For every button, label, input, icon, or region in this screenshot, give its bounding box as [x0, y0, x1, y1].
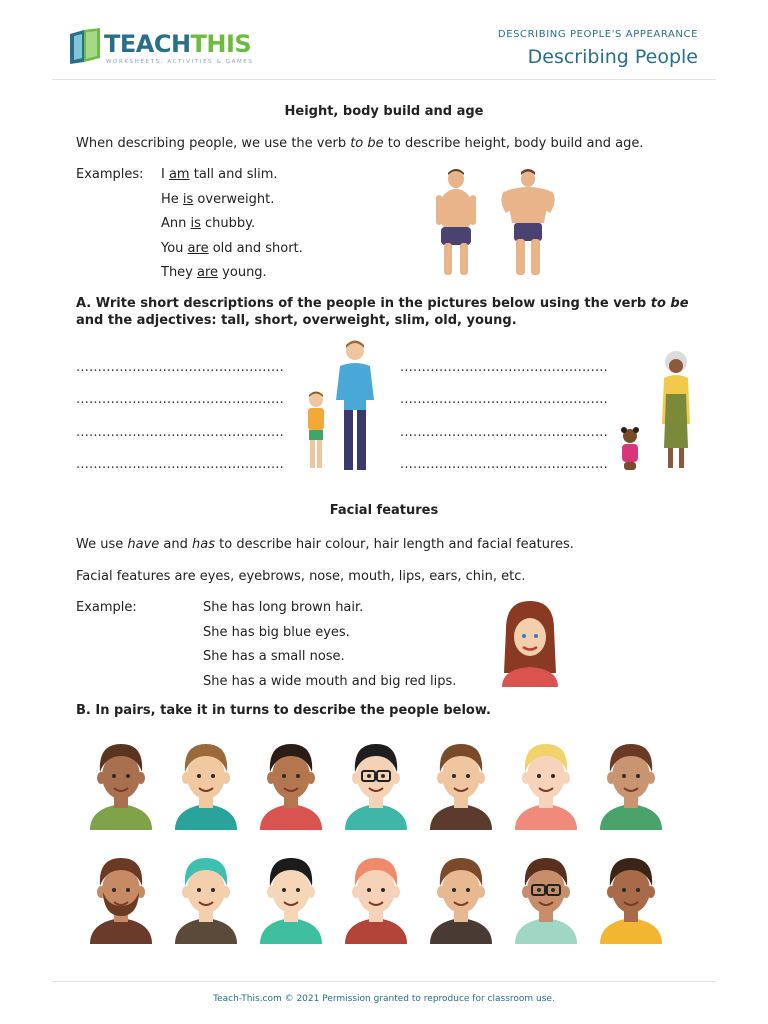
logo-this-text: THIS — [190, 30, 252, 58]
footer-divider — [52, 981, 716, 982]
face-avatar — [256, 738, 326, 830]
section-title-height: Height, body build and age — [284, 104, 484, 119]
answer-blank[interactable]: ................................................ — [76, 457, 284, 472]
face-avatar — [171, 738, 241, 830]
answer-blank[interactable]: ................................................ — [400, 392, 608, 407]
header-divider — [52, 79, 716, 80]
face-avatar — [511, 738, 581, 830]
old-woman-and-girl-illustration — [614, 350, 694, 474]
tall-man-figure — [336, 341, 374, 471]
intro-verb: to be — [350, 136, 384, 151]
face-avatar — [426, 852, 496, 944]
exercise-a-verb: to be — [650, 296, 689, 311]
facial-example: She has a wide mouth and big red lips. — [203, 674, 457, 689]
faces-row-2 — [86, 852, 686, 946]
example-pre: Ann — [161, 216, 191, 231]
exercise-a-instructions — [76, 295, 706, 329]
header-kicker: DESCRIBING PEOPLE'S APPEARANCE — [497, 29, 698, 40]
face-avatar — [511, 852, 581, 944]
faces-row-1 — [86, 738, 686, 832]
example-sentence — [161, 240, 303, 257]
example-post: old and short. — [208, 241, 303, 256]
p1-rest: to describe hair colour, hair length and facial features. — [215, 537, 574, 552]
example-sentence — [161, 166, 278, 183]
exercise-a-line1: A. Write short descriptions of the people in the pictures below using the verb — [76, 296, 651, 311]
example-verb: are — [197, 265, 219, 280]
p1-have: have — [127, 537, 160, 552]
example-post: young. — [218, 265, 267, 280]
examples-label: Examples: — [76, 167, 144, 182]
face-avatar — [341, 852, 411, 944]
p1-and: and — [159, 537, 193, 552]
example-verb: is — [190, 216, 201, 231]
example-post: overweight. — [193, 192, 275, 207]
intro-paragraph — [76, 135, 696, 152]
answer-blank[interactable]: ................................................ — [400, 457, 608, 472]
overweight-man-figure — [436, 169, 476, 275]
logo-tagline: WORKSHEETS, ACTIVITIES & GAMES — [106, 59, 254, 65]
face-avatar — [256, 852, 326, 944]
face-avatar — [86, 852, 156, 944]
example-verb: are — [187, 241, 209, 256]
face-avatar — [596, 738, 666, 830]
facial-example: She has big blue eyes. — [203, 625, 350, 640]
exercise-a-line2: and the adjectives: tall, short, overweight, slim, old, young. — [76, 313, 517, 328]
answer-blank[interactable]: ................................................ — [76, 360, 284, 375]
example-pre: He — [161, 192, 183, 207]
intro-text-post: to describe height, body build and age. — [383, 136, 644, 151]
logo — [66, 26, 254, 70]
little-girl-figure — [621, 427, 639, 470]
example-post: tall and slim. — [189, 167, 278, 182]
document-title: Describing People — [527, 46, 698, 68]
footer-copyright: Teach-This.com © 2021 Permission granted to reproduce for classroom use. — [213, 994, 555, 1004]
face-avatar — [426, 738, 496, 830]
tall-man-and-boy-illustration — [300, 338, 390, 476]
example-verb: am — [168, 167, 190, 182]
answer-blank[interactable]: ................................................ — [76, 392, 284, 407]
facial-features-paragraph: Facial features are eyes, eyebrows, nose, mouth, lips, ears, chin, etc. — [76, 569, 526, 584]
p1-text-a: We use — [76, 537, 128, 552]
book-logo-icon — [66, 26, 106, 66]
answer-blank[interactable]: ................................................ — [400, 360, 608, 375]
intro-text-pre: When describing people, we use the verb — [76, 136, 351, 151]
logo-teach-text: TEACH — [104, 30, 191, 58]
example-post: chubby. — [200, 216, 256, 231]
example-verb: is — [182, 192, 194, 207]
muscular-man-figure — [501, 169, 554, 275]
have-has-paragraph — [76, 536, 706, 553]
face-avatar — [341, 738, 411, 830]
old-woman-figure — [662, 351, 690, 468]
long-haired-woman-illustration — [500, 599, 560, 687]
boy-figure — [308, 392, 324, 469]
example-sentence — [161, 191, 274, 208]
example-pre: You — [161, 241, 188, 256]
body-build-illustration — [428, 167, 568, 282]
face-avatar — [596, 852, 666, 944]
p1-has: has — [192, 537, 215, 552]
example-label: Example: — [76, 600, 137, 615]
answer-blank[interactable]: ................................................ — [400, 425, 608, 440]
example-sentence — [161, 264, 267, 281]
face-avatar — [171, 852, 241, 944]
face-avatar — [86, 738, 156, 830]
exercise-b-instructions: B. In pairs, take it in turns to describe the people below. — [76, 703, 491, 718]
section-title-facial: Facial features — [329, 503, 439, 518]
example-sentence — [161, 215, 255, 232]
example-pre: I — [161, 167, 169, 182]
example-pre: They — [161, 265, 198, 280]
facial-example: She has long brown hair. — [203, 600, 364, 615]
facial-example: She has a small nose. — [203, 649, 345, 664]
answer-blank[interactable]: ................................................ — [76, 425, 284, 440]
